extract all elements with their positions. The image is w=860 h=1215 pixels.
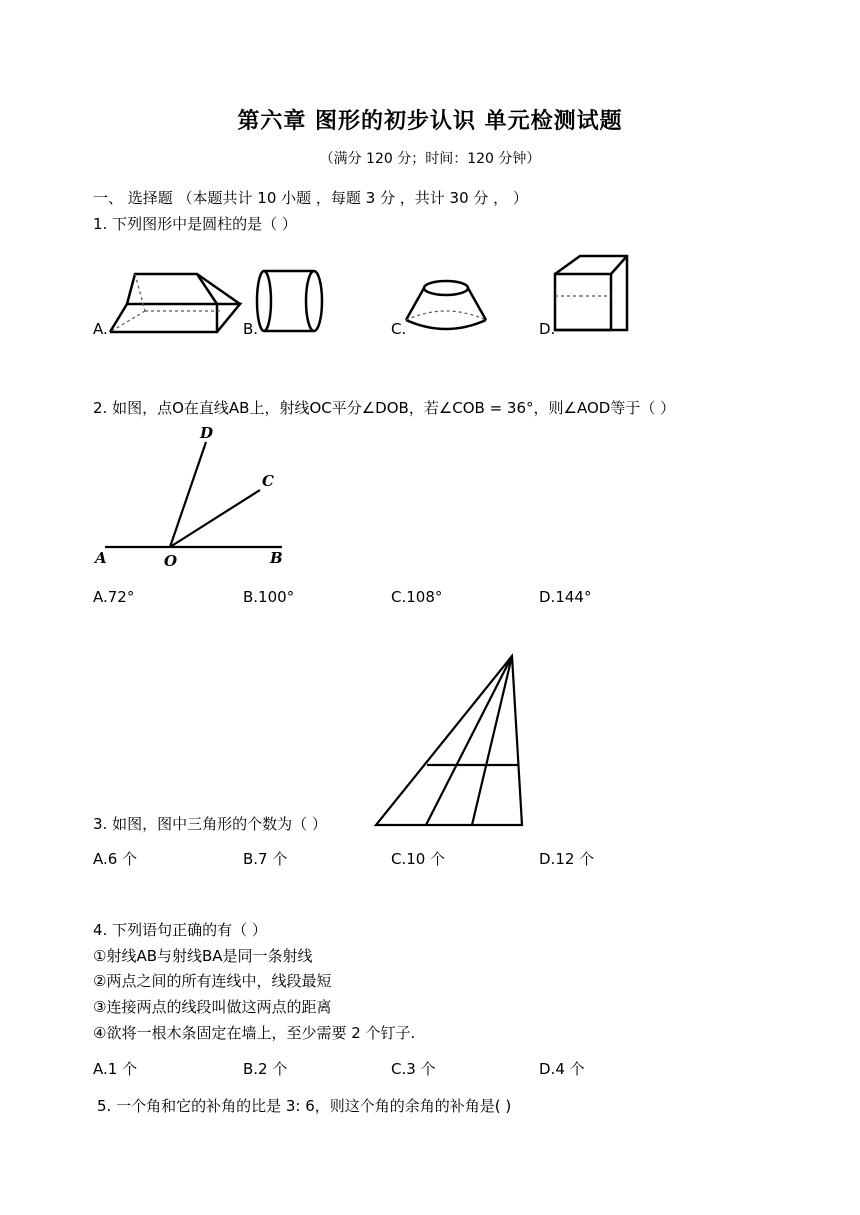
q2-option-c[interactable]: C.108° xyxy=(391,588,443,606)
q4-statement-4: ④欲将一根木条固定在墙上，至少需要 2 个钉子. xyxy=(93,1024,416,1042)
q3-option-c[interactable]: C.10 个 xyxy=(391,850,446,868)
q2-angle-figure xyxy=(90,420,300,570)
q2-option-d[interactable]: D.144° xyxy=(539,588,592,606)
q1-frustum-figure xyxy=(105,266,245,336)
q1-prism-figure xyxy=(550,252,635,337)
q2-label-c: C xyxy=(262,472,274,490)
q4-statement-1: ①射线AB与射线BA是同一条射线 xyxy=(93,947,313,965)
section-heading: 一、 选择题 （本题共计 10 小题 ，每题 3 分 ，共计 30 分 ， ） xyxy=(93,189,528,207)
q3-triangle-figure xyxy=(370,650,530,830)
page-title: 第六章 图形的初步认识 单元检测试题 xyxy=(237,109,623,134)
q3-option-b[interactable]: B.7 个 xyxy=(243,850,288,868)
question-5-stem: 5. 一个角和它的补角的比是 3: 6，则这个角的余角的补角是( ) xyxy=(97,1097,512,1115)
q2-option-b[interactable]: B.100° xyxy=(243,588,295,606)
q3-option-d[interactable]: D.12 个 xyxy=(539,850,595,868)
page-subtitle: （满分 120 分；时间：120 分钟） xyxy=(319,151,541,167)
q1-option-b[interactable]: B. xyxy=(243,320,259,338)
q4-option-d[interactable]: D.4 个 xyxy=(539,1060,585,1078)
q4-statement-3: ③连接两点的线段叫做这两点的距离 xyxy=(93,998,332,1016)
q2-label-a: A xyxy=(95,549,107,567)
question-3-stem: 3. 如图，图中三角形的个数为（ ） xyxy=(93,815,327,833)
q3-option-a[interactable]: A.6 个 xyxy=(93,850,138,868)
q2-label-b: B xyxy=(270,549,283,567)
q4-option-b[interactable]: B.2 个 xyxy=(243,1060,288,1078)
q1-option-d[interactable]: D. xyxy=(539,320,556,338)
q2-option-a[interactable]: A.72° xyxy=(93,588,135,606)
q1-truncated-cone-figure xyxy=(400,276,490,336)
q4-option-c[interactable]: C.3 个 xyxy=(391,1060,436,1078)
q4-option-a[interactable]: A.1 个 xyxy=(93,1060,138,1078)
q1-option-a[interactable]: A. xyxy=(93,320,108,338)
question-2-stem: 2. 如图，点O在直线AB上，射线OC平分∠DOB，若∠COB = 36°，则∠AOD等于（ ） xyxy=(93,399,676,417)
question-4-stem: 4. 下列语句正确的有（ ） xyxy=(93,921,267,939)
q2-label-o: O xyxy=(164,552,178,570)
q4-statement-2: ②两点之间的所有连线中，线段最短 xyxy=(93,972,332,990)
question-1-stem: 1. 下列图形中是圆柱的是（ ） xyxy=(93,215,297,233)
q1-cylinder-figure xyxy=(252,266,332,336)
q1-option-c[interactable]: C. xyxy=(391,320,407,338)
q2-label-d: D xyxy=(200,424,214,442)
